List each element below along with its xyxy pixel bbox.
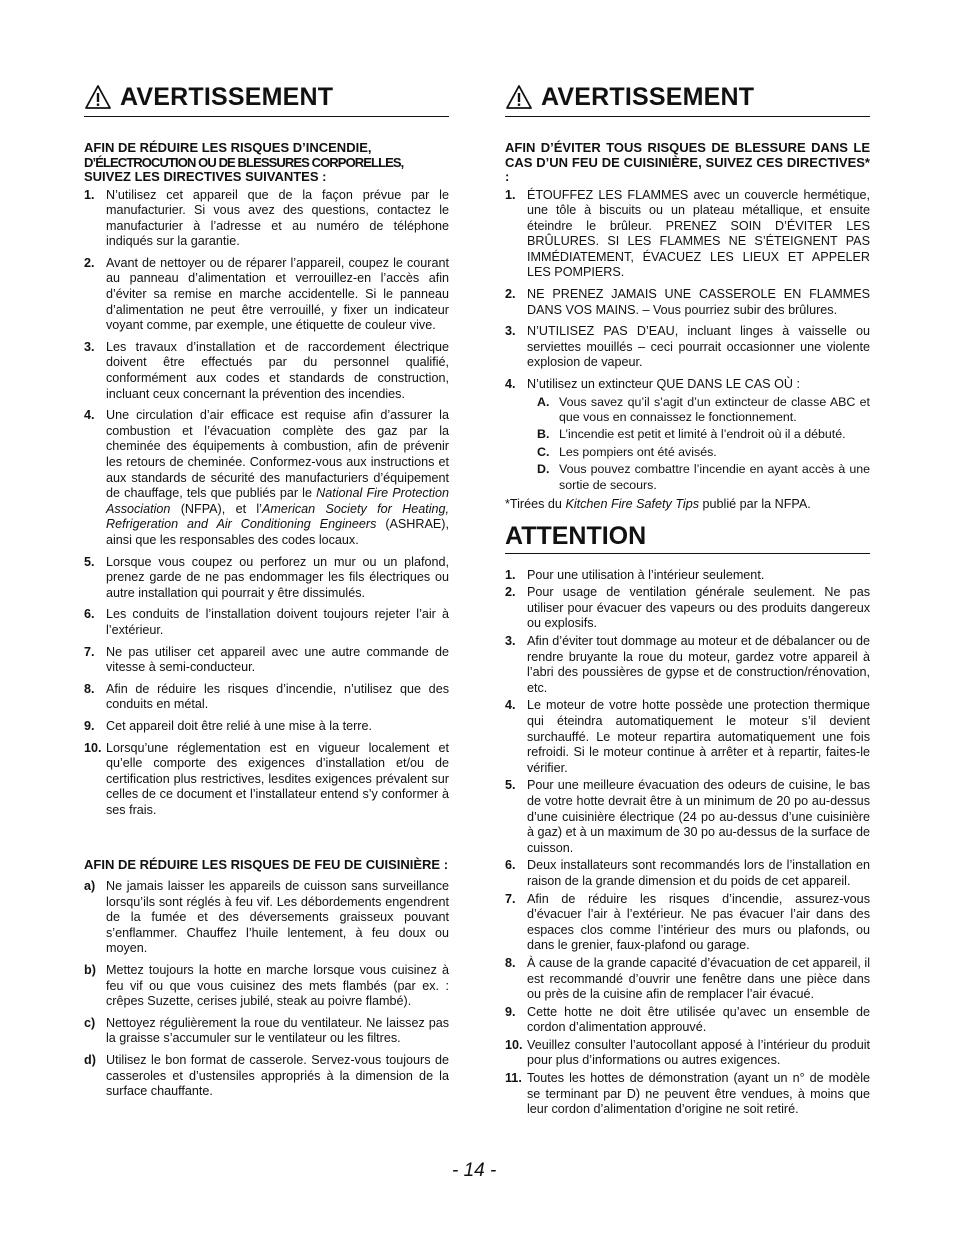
list-item: 2. Pour usage de ventilation générale seulement. Ne pas utiliser pour évacuer des vapeurs ou des produits dangereux ou explosifs. [505,585,870,631]
warning-title-left: AVERTISSEMENT [120,83,334,111]
list-item: 5. Pour une meilleure évacuation des odeurs de cuisine, le bas de votre hotte devrait être à un minimum de 20 po au-dessus d’une cuisinière électrique (24 po au-dessus d’une cuisinière à gaz) et à un maximum de 30 po au-dessus de la surface de cuisson. [505,778,870,855]
sub-list-item: C. Les pompiers ont été avisés. [537,444,717,459]
list-item: 2. NE PRENEZ JAMAIS UNE CASSEROLE EN FLAMMES DANS VOS MAINS. – Vous pourriez subir des brûlures. [505,287,870,317]
page-number: - 14 - [452,1160,497,1181]
list-item: 9. Cet appareil doit être relié à une mise à la terre. [84,718,373,733]
sub-list-item: A. Vous savez qu’il s’agit d’un extincteur de classe ABC et que vous en connaissez le fonctionnement. [537,394,870,425]
list-item: 4. Le moteur de votre hotte possède une protection thermique qui éteindra automatiquement le moteur s’il devient surchauffé. Le moteur repartira automatiquement une fois refroidi. Si le moteur continue à arrêter et à repartir, faites-le vérifier. [505,698,870,775]
left-intro [84,141,449,185]
list-item: 10. Veuillez consulter l’autocollant apposé à l’intérieur du produit pour plus d’informations ou autres exigences. [505,1037,870,1068]
attention-list [505,568,870,1118]
warning-triangle-icon [505,84,533,110]
list-item: b) Mettez toujours la hotte en marche lorsque vous cuisinez à feu vif ou que vous cuisinez des mets flambés (par ex. : crêpes Suzette, cerises jubilé, steak au poivre flambé). [84,962,449,1009]
list-item: 1. N’utilisez cet appareil que de la façon prévue par le manufacturier. Si vous avez des questions, contactez le manufacturier à l’adresse et au numéro de téléphone indiqués sur la garantie. [84,187,449,249]
left-intro-line3: SUIVEZ LES DIRECTIVES SUIVANTES : [84,169,327,184]
attention-header [505,521,870,554]
sub-list [537,395,870,493]
list-item: 2. Avant de nettoyer ou de réparer l’appareil, coupez le courant au panneau d’alimentation et verrouillez-en l’accès afin d’éviter sa remise en marche accidentelle. Si le panneau d’alimentation ne peut être verrouillé, y fixer un indicateur voyant comme, par exemple, une étiquette de couleur vive. [84,255,449,333]
list-item: d) Utilisez le bon format de casserole. Servez-vous toujours de casseroles et d’ustensiles appropriés à la dimension de la surface chauffante. [84,1052,449,1099]
warning-title-right: AVERTISSEMENT [541,83,755,111]
list-item: 1. Pour une utilisation à l’intérieur seulement. [505,567,765,582]
warning-header-right [505,82,870,117]
list-item: 4. Une circulation d’air efficace est requise afin d’assurer la combustion et l’évacuation complète des gaz par la cheminée des équipements à combustion, afin de prévenir les retours de cheminée. Conformez-vous aux instructions et aux standards de sécurité des manufacturiers d’équipement de chauffage, tels que publiés par le National Fire Protection Association (NFPA), et l’American Society for Heating, Refrigeration and Air Conditioning Engineers (ASHRAE), ainsi que les responsables des codes locaux. [84,408,450,547]
left-list [84,188,449,819]
list-item: 9. Cette hotte ne doit être utilisée qu’avec un ensemble de cordon d’alimentation approuvé. [505,1004,870,1035]
sub-list-item: B. L’incendie est petit et limité à l’endroit où il a débuté. [537,427,846,442]
list-item: 4. N’utilisez un extincteur QUE DANS LE CAS OÙ : A. Vous savez qu’il s’agit d’un extincteur de classe ABC et que vous en connaissez le fonctionnement. B. L’incendie est petit et limité à l’endroit où il a débuté. C. Les pompiers ont été avisés. D. Vous pouvez combattre l’incendie en ayant accès à une sortie de secours. [505,377,870,492]
right-list [505,188,870,496]
attention-title: ATTENTION [505,521,647,550]
sub-list-item: D. Vous pouvez combattre l’incendie en ayant accès à une sortie de secours. [537,462,870,492]
list-item: 11. Toutes les hottes de démonstration (ayant un n° de modèle se terminant par D) ne peuvent être vendues, à moins que leur cordon d’alimentation d’origine ne soit retiré. [505,1071,870,1117]
left-column [84,82,449,1106]
list-item: 3. N’UTILISEZ PAS D’EAU, incluant linges à vaisselle ou serviettes mouillés – ceci pourrait occasionner une violente explosion de vapeur. [505,324,870,370]
list-item: 7. Afin de réduire les risques d’incendie, assurez-vous d’évacuer l’air à l’extérieur. Ne pas évacuer l’air dans des espaces clos comme l’intérieur des murs ou plafonds, ou dans le grenier, faux-plafond ou garage. [505,891,870,953]
list-item: c) Nettoyez régulièrement la roue du ventilateur. Ne laissez pas la graisse s’accumuler sur le ventilateur ou les filtres. [84,1015,449,1046]
warning-header-left [84,82,449,117]
footnote: *Tirées du Kitchen Fire Safety Tips publié par la NFPA. [505,497,811,512]
list-item: 8. Afin de réduire les risques d’incendie, n’utilisez que des conduits en métal. [84,681,449,712]
right-intro: AFIN D’ÉVITER TOUS RISQUES DE BLESSURE DANS LE CAS D’UN FEU DE CUISINIÈRE, SUIVEZ CES DIRECTIVES* : [505,140,870,184]
left-intro-line2: D’ÉLECTROCUTION OU DE BLESSURES CORPORELLES, [84,154,404,170]
left-list-2 [84,879,449,1100]
list-item: 1. ÉTOUFFEZ LES FLAMMES avec un couvercle hermétique, une tôle à biscuits ou un plateau métallique, et ensuite éteindre le brûleur. PRENEZ SOIN D’ÉVITER LES BRÛLURES. SI LES FLAMMES NE S’ÉTEIGNENT PAS IMMÉDIATEMENT, ÉVACUEZ LES LIEUX ET APPELER LES POMPIERS. [505,187,870,280]
left-intro-2: AFIN DE RÉDUIRE LES RISQUES DE FEU DE CUISINIÈRE : [84,857,449,873]
right-column [505,82,870,1120]
left-intro-line1: AFIN DE RÉDUIRE LES RISQUES D’INCENDIE, [84,140,372,155]
list-item: 10. Lorsqu’une réglementation est en vigueur localement et qu’elle comporte des exigences d’installation et/ou de certification plus restrictives, lesdites exigences prévalent sur celles de ce document et l’installateur entend s’y conformer à ses frais. [84,740,449,817]
ashrae-name: American Society for Heating, Refrigeration and Air Conditioning Engineers [106,501,450,532]
warning-triangle-icon [84,84,112,110]
list-item: 6. Les conduits de l’installation doivent toujours rejeter l’air à l’extérieur. [84,607,449,637]
list-item: 8. À cause de la grande capacité d’évacuation de cet appareil, il est recommandé d’ouvrir une fenêtre dans une pièce dans ou près de la cuisine afin de remplacer l’air évacué. [505,955,870,1002]
list-item: 5. Lorsque vous coupez ou perforez un mur ou un plafond, prenez garde de ne pas endommager les fils électriques ou autre installation qui pourrait y être dissimulés. [84,554,449,600]
list-item: 6. Deux installateurs sont recommandés lors de l’installation en raison de la grande dimension et du poids de cet appareil. [505,858,870,888]
list-item: 3. Les travaux d’installation et de raccordement électrique doivent être effectués par du personnel qualifié, conformément aux codes et standards de construction, incluant ceux concernant la prévention des incendies. [84,339,449,401]
list-item: 3. Afin d’éviter tout dommage au moteur et de débalancer ou de rendre bruyante la roue du moteur, gardez votre appareil à l’abri des poussières de gypse et de construction/rénovation, etc. [505,634,870,695]
nfpa-name: National Fire Protection Association [106,486,449,516]
list-item: 7. Ne pas utiliser cet appareil avec une autre commande de vitesse à semi-conducteur. [84,644,449,675]
list-item: a) Ne jamais laisser les appareils de cuisson sans surveillance lorsqu’ils sont réglés à feu vif. Les débordements engendrent de la fumée et des déversements graisseux pouvant s’enflammer. Chauffez l’huile lentement, à feu doux ou moyen. [84,878,449,956]
